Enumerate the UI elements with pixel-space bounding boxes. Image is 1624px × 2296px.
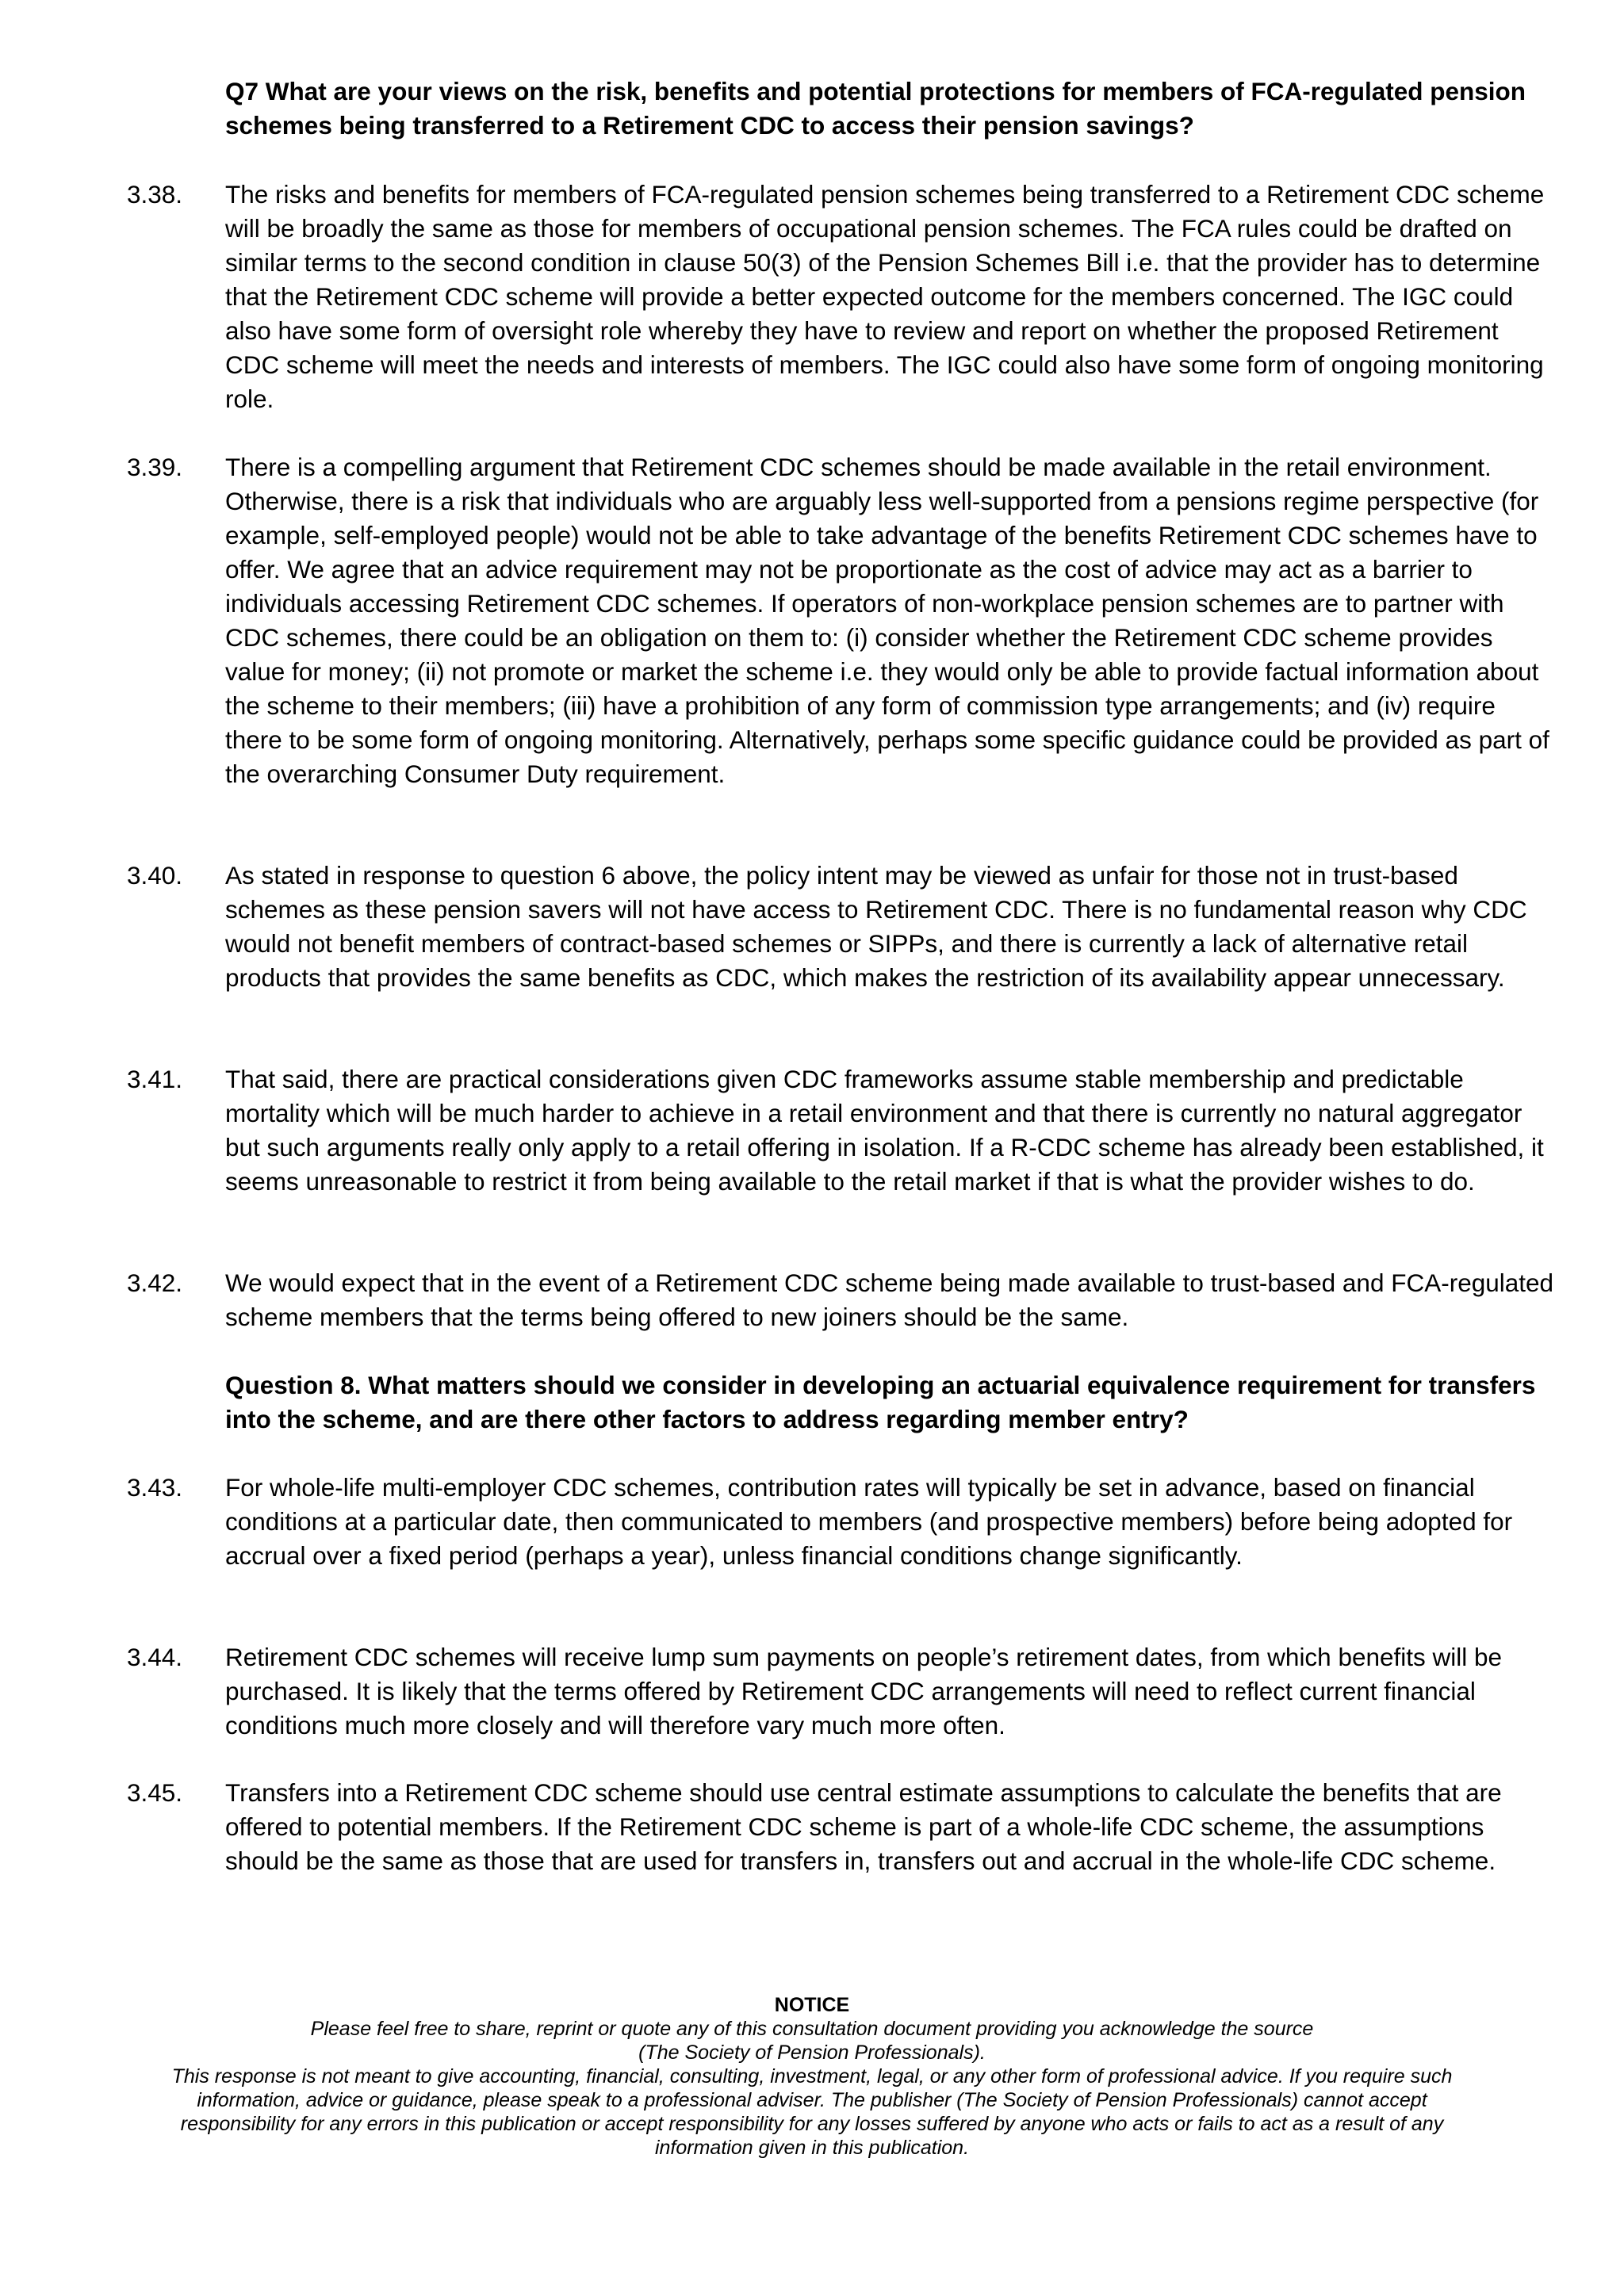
notice-line: responsibility for any errors in this publication or accept responsibility for any losses suffered by anyone who acts or fails to act as a result of any	[180, 2113, 1444, 2135]
notice-line: (The Society of Pension Professionals).	[638, 2042, 986, 2064]
paragraph-number: 3.41.	[127, 1065, 183, 1093]
paragraph-text: We would expect that in the event of a Retirement CDC scheme being made available to trust-based and FCA-regulated scheme members that the terms being offered to new joiners should be the same.	[225, 1269, 1554, 1331]
notice-line: Please feel free to share, reprint or quote any of this consultation document providing you acknowledge the source	[310, 2018, 1314, 2040]
paragraph-text: The risks and benefits for members of FCA-regulated pension schemes being transferred to a Retirement CDC scheme will be broadly the same as those for members of occupational pension schemes. The FCA rules could be drafted on similar terms to the second condition in clause 50(3) of the Pension Schemes Bill i.e. that the provider has to determine that the Retirement CDC scheme will provide a better expected outcome for the members concerned. The IGC could also have some form of oversight role whereby they have to review and report on whether the proposed Retirement CDC scheme will meet the needs and interests of members. The IGC could also have some form of ongoing monitoring role.	[225, 180, 1545, 413]
notice-title: NOTICE	[774, 1994, 850, 2016]
question-8-heading: Question 8. What matters should we consider in developing an actuarial equivalence requirement for transfers into the scheme, and are there other factors to address regarding member entry?	[225, 1371, 1536, 1433]
paragraph-number: 3.38.	[127, 180, 183, 209]
paragraph-text: Transfers into a Retirement CDC scheme should use central estimate assumptions to calculate the benefits that are offered to potential members. If the Retirement CDC scheme is part of a whole-life CDC scheme, the assumptions should be the same as those that are used for transfers in, transfers out and accrual in the whole-life CDC scheme.	[225, 1778, 1502, 1875]
paragraph-number: 3.42.	[127, 1269, 183, 1297]
question-7-heading: Q7 What are your views on the risk, benefits and potential protections for members of FCA-regulated pension schemes being transferred to a Retirement CDC to access their pension savings?	[225, 77, 1526, 140]
paragraph-text: There is a compelling argument that Retirement CDC schemes should be made available in the retail environment. Otherwise, there is a risk that individuals who are arguably less well-supported from a pensions regime perspective (for example, self-employed people) would not be able to take advantage of the benefits Retirement CDC schemes have to offer. We agree that an advice requirement may not be proportionate as the cost of advice may act as a barrier to individuals accessing Retirement CDC schemes. If operators of non-workplace pension schemes are to partner with CDC schemes, there could be an obligation on them to: (i) consider whether the Retirement CDC scheme provides value for money; (ii) not promote or market the scheme i.e. they would only be able to provide factual information about the scheme to their members; (iii) have a prohibition of any form of commission type arrangements; and (iv) require there to be some form of ongoing monitoring. Alternatively, perhaps some specific guidance could be provided as part of the overarching Consumer Duty requirement.	[225, 453, 1549, 788]
paragraph-number: 3.39.	[127, 453, 183, 481]
notice-line: information given in this publication.	[654, 2137, 970, 2159]
paragraph-number: 3.43.	[127, 1473, 183, 1502]
paragraph-text: For whole-life multi-employer CDC schemes, contribution rates will typically be set in advance, based on financial conditions at a particular date, then communicated to members (and prospective members) before being adopted for accrual over a fixed period (perhaps a year), unless financial conditions change significantly.	[225, 1473, 1513, 1570]
notice-line: information, advice or guidance, please speak to a professional adviser. The publisher (The Society of Pension Professionals) cannot accept	[197, 2089, 1427, 2111]
paragraph-text: As stated in response to question 6 above, the policy intent may be viewed as unfair for those not in trust-based schemes as these pension savers will not have access to Retirement CDC. There is no fundamental reason why CDC would not benefit members of contract-based schemes or SIPPs, and there is currently a lack of alternative retail products that provides the same benefits as CDC, which makes the restriction of its availability appear unnecessary.	[225, 861, 1527, 992]
paragraph-text: That said, there are practical considerations given CDC frameworks assume stable membership and predictable mortality which will be much harder to achieve in a retail environment and that there is currently no natural aggregator but such arguments really only apply to a retail offering in isolation. If a R-CDC scheme has already been established, it seems unreasonable to restrict it from being available to the retail market if that is what the provider wishes to do.	[225, 1065, 1544, 1196]
paragraph-number: 3.45.	[127, 1778, 183, 1807]
paragraph-number: 3.44.	[127, 1643, 183, 1671]
paragraph-number: 3.40.	[127, 861, 183, 890]
notice-footer	[95, 1993, 1529, 2160]
paragraph-text: Retirement CDC schemes will receive lump sum payments on people’s retirement dates, from which benefits will be purchased. It is likely that the terms offered by Retirement CDC arrangements will need to reflect current financial conditions much more closely and will therefore vary much more often.	[225, 1643, 1503, 1739]
notice-line: This response is not meant to give accounting, financial, consulting, investment, legal, or any other form of professional advice. If you require such	[171, 2065, 1453, 2087]
